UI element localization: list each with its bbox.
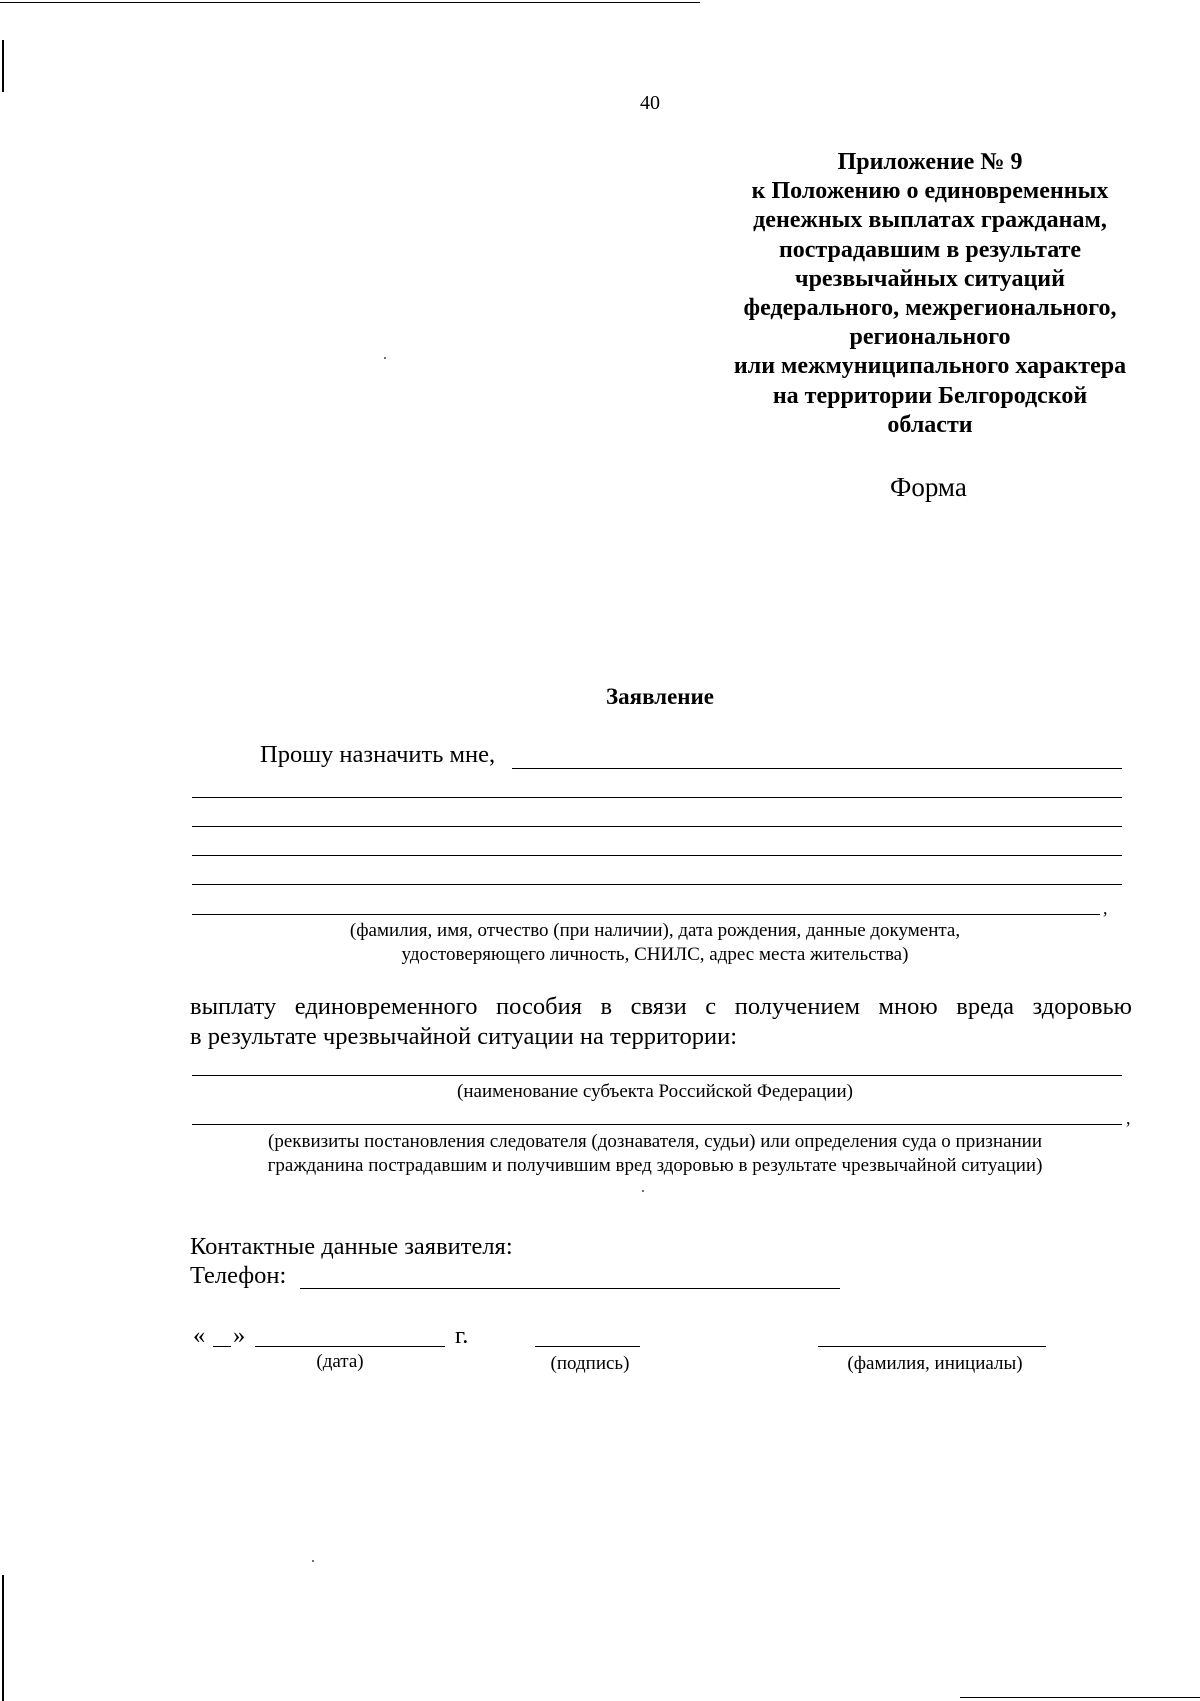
appendix-line: чрезвычайных ситуаций <box>795 265 1065 292</box>
appendix-line: регионального <box>849 324 1011 351</box>
scan-speck <box>642 1190 644 1192</box>
applicant-details-field[interactable] <box>192 826 1122 827</box>
resolution-caption: гражданина пострадавшим и получившим вред здоровью в результате чрезвычайной ситуации) <box>267 1155 1043 1176</box>
scan-speck <box>312 1560 314 1562</box>
scan-edge-mark <box>2 1575 4 1701</box>
scan-edge-mark <box>960 1697 1200 1698</box>
form-label: Форма <box>890 472 967 502</box>
contacts-heading: Контактные данные заявителя: <box>190 1233 513 1260</box>
name-initials-field[interactable] <box>818 1346 1046 1347</box>
payment-text: в результате чрезвычайной ситуации на территории: <box>190 1023 738 1050</box>
applicant-details-field[interactable] <box>192 855 1122 856</box>
appendix-line: денежных выплатах гражданам, <box>753 207 1107 234</box>
appendix-line: или межмуниципального характера <box>733 353 1127 380</box>
resolution-field[interactable] <box>192 1124 1122 1125</box>
field-comma: , <box>1126 1108 1131 1128</box>
appendix-line: к Положению о единовременных <box>751 178 1109 205</box>
date-quote-open: « <box>193 1322 206 1349</box>
appendix-header <box>700 148 1160 440</box>
applicant-details-field[interactable] <box>192 914 1100 915</box>
applicant-caption: удостоверяющего личность, СНИЛС, адрес места жительства) <box>401 944 909 965</box>
scan-edge-mark <box>0 2 700 3</box>
applicant-details-field[interactable] <box>192 797 1122 798</box>
appendix-line: области <box>887 411 973 438</box>
document-title: Заявление <box>605 684 715 709</box>
year-suffix: г. <box>455 1322 469 1349</box>
field-comma: , <box>1103 898 1108 918</box>
applicant-name-field[interactable] <box>512 768 1122 769</box>
date-day-field[interactable] <box>213 1346 231 1347</box>
name-initials-caption: (фамилия, инициалы) <box>847 1353 1023 1374</box>
page-number: 40 <box>640 92 660 114</box>
signature-caption: (подпись) <box>550 1353 630 1374</box>
date-caption: (дата) <box>316 1351 364 1372</box>
date-month-field[interactable] <box>255 1346 445 1347</box>
phone-label: Телефон: <box>190 1262 287 1289</box>
appendix-line: пострадавшим в результате <box>778 236 1082 263</box>
appendix-line: Приложение № 9 <box>837 149 1023 175</box>
scan-edge-mark <box>2 40 4 92</box>
phone-field[interactable] <box>300 1288 840 1289</box>
scan-speck <box>384 357 386 359</box>
appendix-line: на территории Белгородской <box>772 382 1088 409</box>
payment-text: выплату единовременного пособия в связи с получением мною вреда здоровью <box>190 993 1132 1020</box>
appendix-line: федерального, межрегионального, <box>743 295 1117 322</box>
region-field[interactable] <box>192 1075 1122 1076</box>
signature-field[interactable] <box>535 1346 640 1347</box>
date-quote-close: » <box>233 1322 246 1349</box>
applicant-caption: (фамилия, имя, отчество (при наличии), дата рождения, данные документа, <box>349 920 961 941</box>
region-caption: (наименование субъекта Российской Федерации) <box>457 1081 853 1102</box>
applicant-details-field[interactable] <box>192 884 1122 885</box>
resolution-caption: (реквизиты постановления следователя (дознавателя, судьи) или определения суда о признании <box>268 1131 1042 1152</box>
request-intro: Прошу назначить мне, <box>260 741 496 768</box>
